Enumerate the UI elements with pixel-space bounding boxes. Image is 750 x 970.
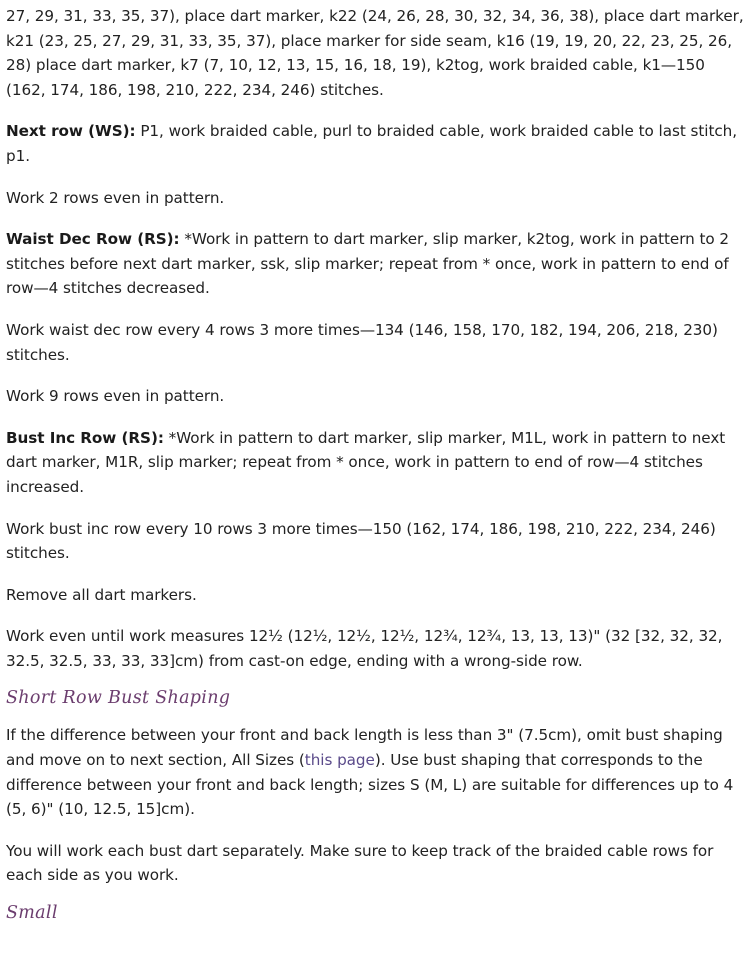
next-row-text: P1, work braided cable, purl to braided cable, work braided cable to last stitch, p1. [6, 122, 737, 165]
paragraph-work-even: Work even until work measures 12½ (12½, 12½, 12½, 12¾, 12¾, 13, 13, 13)" (32 [32, 32, 32, 32.5, 32.5, 33, 33, 33]cm) from cast-on edge, ending with a wrong-side row. [6, 627, 723, 670]
waist-dec-text: *Work in pattern to dart marker, slip marker, k2tog, work in pattern to 2 stitches before next dart marker, ssk, slip marker; repeat from * once, work in pattern to end of row—4 stitches decreased. [6, 230, 730, 298]
next-row-label: Next row (WS): [6, 122, 136, 141]
paragraph-waist-dec-repeat: Work waist dec row every 4 rows 3 more times—134 (146, 158, 170, 182, 194, 206, 218, 230) stitches. [6, 320, 718, 364]
paragraph-stitch-setup: 27, 29, 31, 33, 35, 37), place dart marker, k22 (24, 26, 28, 30, 32, 34, 36, 38), place dart marker, k21 (23, 25, 27, 29, 31, 33, 35, 37), place marker for side seam, k16 (19, 19, 20, 22, 23, 25, 26, 28) place dart marker, k7 (7, 10, 12, 13, 15, 16, 18, 19), k2tog, work braided cable, k1—150 (162, 174, 186, 198, 210, 222, 234, 246) stitches. [6, 7, 744, 99]
paragraph-next-row [6, 119, 744, 168]
waist-dec-label: Waist Dec Row (RS): [6, 230, 180, 249]
paragraph-bust-difference [6, 723, 744, 821]
bust-inc-text: *Work in pattern to dart marker, slip marker, M1L, work in pattern to next dart marker, M1R, slip marker; repeat from * once, work in pattern to end of row—4 stitches increased. [6, 428, 726, 496]
paragraph-bust-inc-repeat: Work bust inc row every 10 rows 3 more times—150 (162, 174, 186, 198, 210, 222, 234, 246) stitches. [6, 519, 716, 563]
paragraph-bust-inc [6, 426, 744, 500]
heading-short-row-bust-shaping: Short Row Bust Shaping [6, 688, 231, 709]
this-page-link[interactable]: this page [304, 751, 375, 770]
bust-inc-label: Bust Inc Row (RS): [6, 428, 164, 447]
paragraph-nine-rows: Work 9 rows even in pattern. [6, 387, 225, 406]
bust-difference-text-end: ). Use bust shaping that corresponds to the difference between your front and back length; sizes S (M, L) are suitable for differences up to 4 (5, 6)" (10, 12.5, 15]cm). [6, 751, 734, 819]
document-page [6, 4, 744, 925]
heading-small: Small [6, 903, 58, 924]
paragraph-each-dart: You will work each bust dart separately. Make sure to keep track of the braided cable rows for each side as you work. [6, 841, 714, 885]
paragraph-rows-even: Work 2 rows even in pattern. [6, 188, 225, 207]
paragraph-waist-dec [6, 227, 744, 301]
bust-difference-text-start: If the difference between your front and back length is less than 3" (7.5cm), omit bust shaping and move on to next section, All Sizes ( [6, 726, 723, 770]
paragraph-remove-markers: Remove all dart markers. [6, 585, 197, 604]
